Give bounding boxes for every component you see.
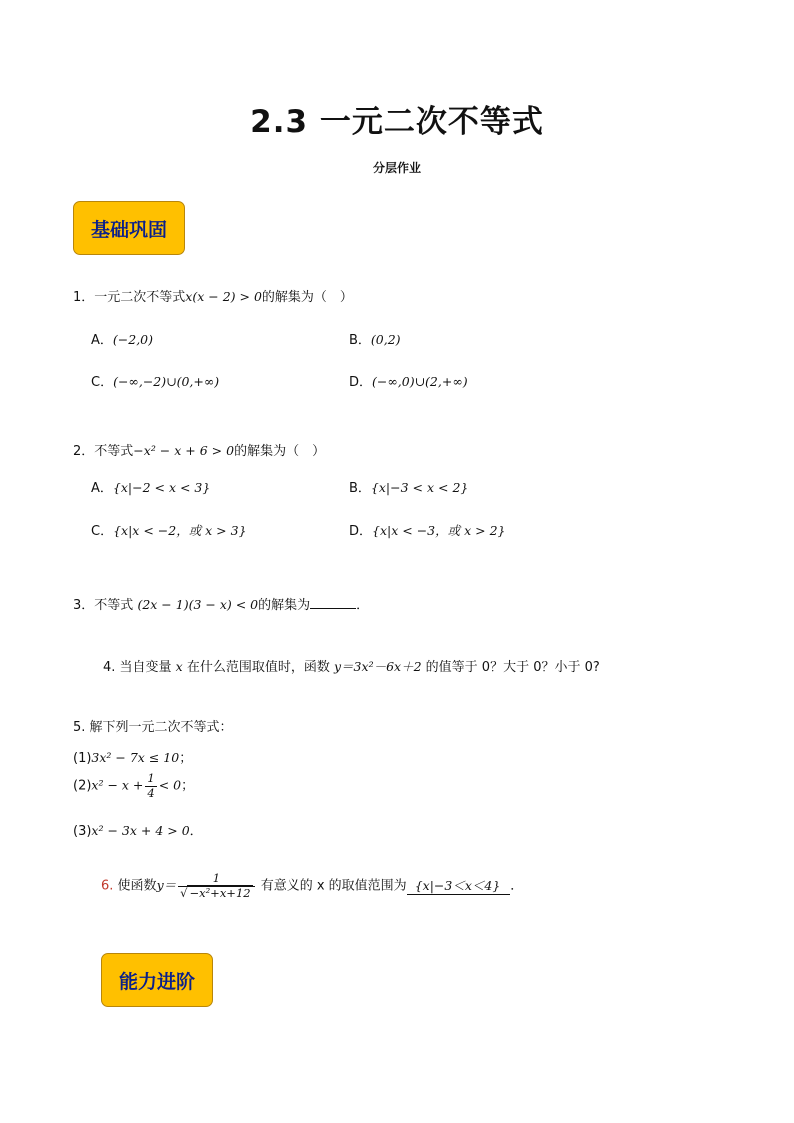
fraction: $\frac{1}{4}$: [147, 771, 155, 800]
fraction: $\frac{1}{\text{√ −x²+x+12}}$: [178, 873, 254, 899]
question-4-stem: 4. 当自变量 x 在什么范围取值时，函数 y＝3x²－6x＋2 的值等于 0？大于 0？小于 0?: [103, 659, 600, 675]
question-3-stem: 3．不等式 (2x − 1)(3 − x) < 0的解集为 ．: [73, 597, 370, 613]
section-advanced-badge: [101, 953, 213, 1007]
section-advanced-label: 能力进阶: [118, 970, 195, 993]
question-5-item-2: (2)x² − x + $\frac{1}{4}$ < 0；: [73, 771, 195, 800]
question-5-head: 5. 解下列一元二次不等式：: [73, 720, 233, 735]
question-2-option-b[interactable]: B．{x|−3 < x < 2}: [349, 480, 469, 496]
question-2-option-a[interactable]: A．{x|−2 < x < 3}: [91, 480, 211, 496]
page-title: 2.3 一元二次不等式: [250, 104, 544, 140]
question-1-option-a[interactable]: A．(−2,0): [91, 332, 154, 348]
page-subtitle: 分层作业: [372, 161, 421, 175]
answer-blank[interactable]: [310, 597, 356, 609]
question-1-stem: 1．一元二次不等式x(x − 2) > 0的解集为（ ）: [73, 289, 353, 305]
question-2-stem: 2．不等式−x² − x + 6 > 0的解集为（ ）: [73, 443, 326, 459]
question-5-item-1: (1)3x² − 7x ≤ 10；: [73, 750, 193, 766]
answer-filled: {x|−3＜x＜4}: [407, 876, 511, 895]
question-2-option-c[interactable]: C．{x|x < −2，或 x > 3}: [91, 523, 247, 539]
question-2-option-d[interactable]: D．{x|x < −3，或 x > 2}: [349, 523, 506, 539]
question-6-stem: 6. 使函数y＝ $\frac{1}{\text{√ −x²+x+12}}$ 有意义的 x 的取值范围为 {x|−3＜x＜4} ．: [101, 871, 524, 900]
question-5-item-3: (3)x² − 3x + 4 > 0．: [73, 823, 203, 839]
question-1-option-b[interactable]: B．(0,2): [349, 332, 401, 348]
section-basic-badge: [73, 201, 185, 255]
section-basic-label: 基础巩固: [90, 218, 167, 241]
question-1-option-d[interactable]: D．(−∞,0)∪(2,+∞): [349, 374, 468, 390]
question-1-option-c[interactable]: C．(−∞,−2)∪(0,+∞): [91, 374, 220, 390]
